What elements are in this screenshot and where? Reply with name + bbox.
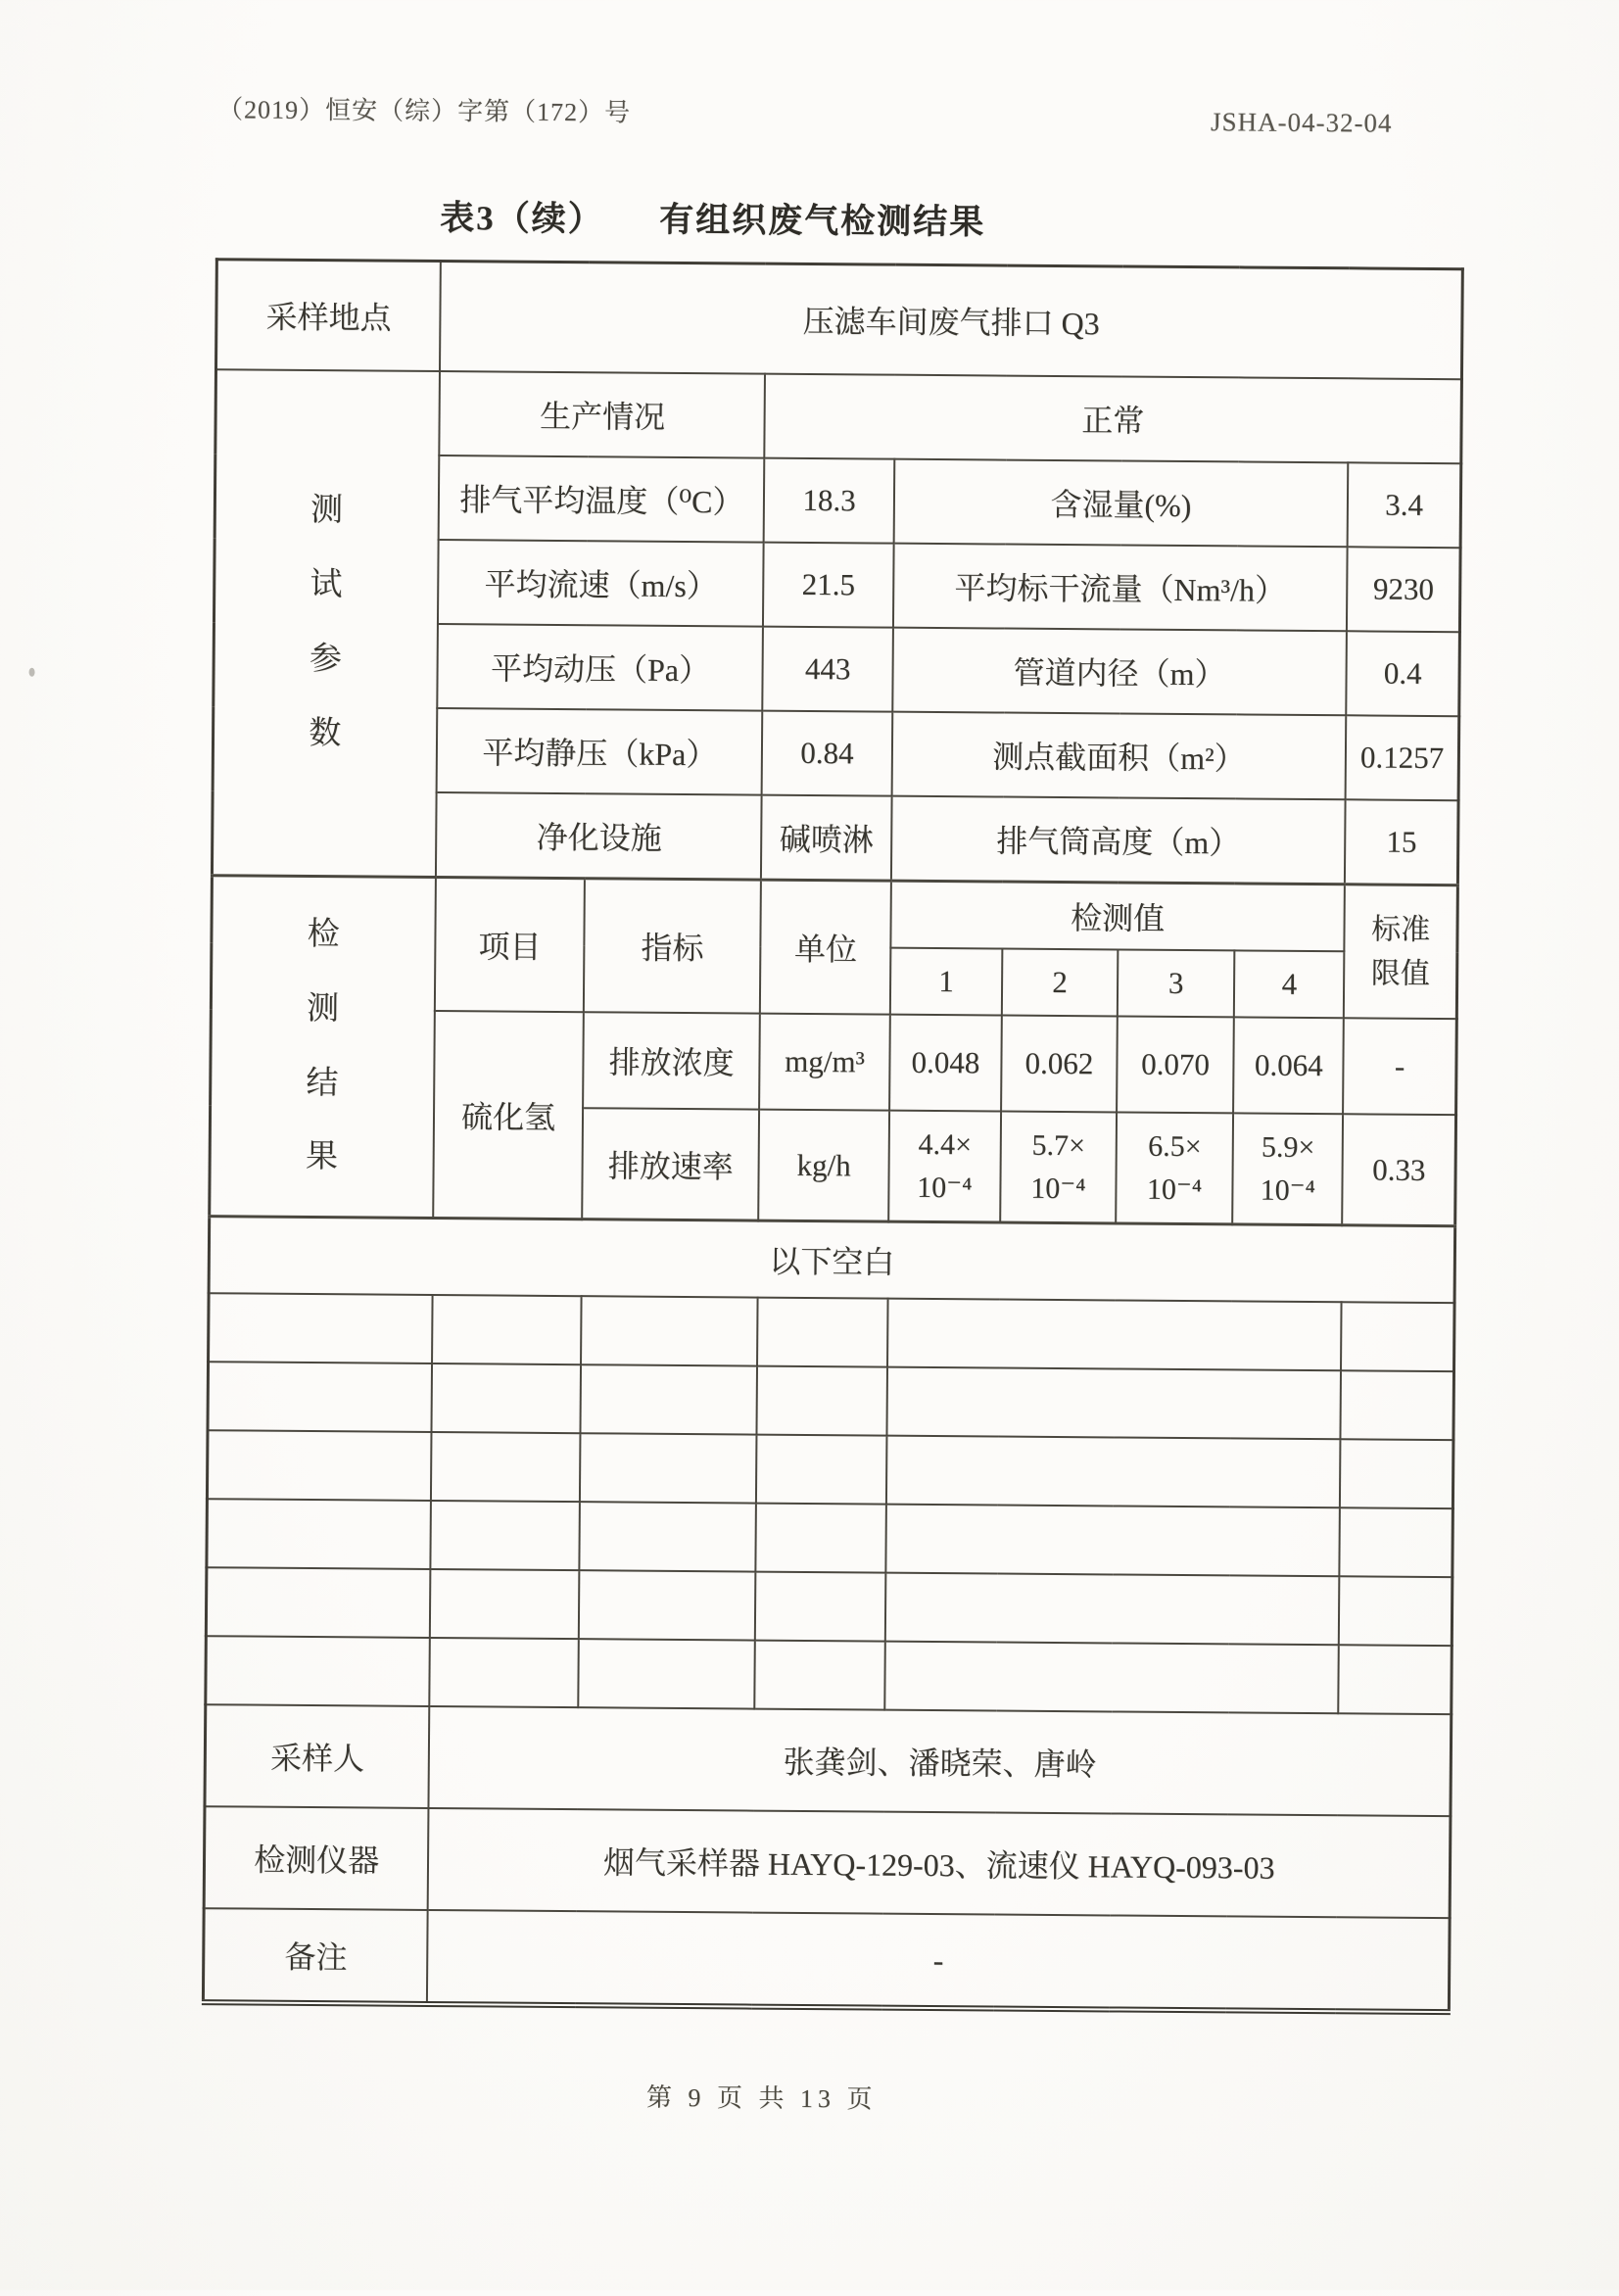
- param-value: 0.84: [762, 711, 892, 796]
- empty-row: [208, 1362, 1454, 1440]
- empty-cell: [1340, 1507, 1453, 1577]
- empty-cell: [885, 1573, 1340, 1646]
- production-label: 生产情况: [440, 371, 766, 458]
- header-num-4: 4: [1234, 950, 1344, 1018]
- result-value-1: 0.048: [889, 1015, 1002, 1112]
- param-label-2: 测点截面积（m²）: [891, 712, 1346, 800]
- param-label-2: 排气筒高度（m）: [891, 796, 1346, 885]
- empty-cell: [431, 1501, 580, 1570]
- empty-cell: [884, 1642, 1339, 1714]
- empty-cell: [887, 1299, 1342, 1371]
- param-label: 平均静压（kPa）: [437, 708, 763, 795]
- empty-row: [207, 1430, 1453, 1508]
- empty-cell: [432, 1295, 581, 1364]
- empty-cell: [207, 1430, 431, 1501]
- empty-cell: [206, 1636, 430, 1706]
- param-value: 443: [763, 627, 893, 712]
- sampler-value: 张龚剑、潘晓荣、唐岭: [429, 1706, 1452, 1816]
- header-num-2: 2: [1002, 949, 1118, 1017]
- sampler-label: 采样人: [205, 1704, 430, 1808]
- result-unit: mg/m³: [760, 1014, 890, 1111]
- result-value-1: 4.4× 10⁻⁴: [888, 1111, 1001, 1222]
- empty-cell: [580, 1433, 757, 1503]
- result-indicator: 排放速率: [582, 1108, 759, 1220]
- result-unit: kg/h: [759, 1110, 889, 1222]
- empty-cell: [581, 1296, 758, 1365]
- empty-row: [206, 1567, 1452, 1646]
- empty-cell: [578, 1639, 755, 1708]
- empty-cell: [1341, 1302, 1454, 1371]
- result-limit: -: [1343, 1018, 1456, 1115]
- test-params-section-label: 测 试 参 数: [212, 369, 440, 877]
- instrument-row: [204, 1806, 1451, 1918]
- document-number: （2019）恒安（综）字第（172）号: [216, 95, 632, 127]
- empty-cell: [755, 1641, 885, 1710]
- param-value-2: 15: [1345, 799, 1458, 885]
- instrument-value: 烟气采样器 HAYQ-129-03、流速仪 HAYQ-093-03: [428, 1808, 1451, 1918]
- empty-cell: [755, 1572, 885, 1642]
- empty-cell: [757, 1298, 887, 1367]
- result-value-2: 0.062: [1001, 1016, 1117, 1113]
- result-item: 硫化氢: [434, 1011, 584, 1220]
- sampling-site-value: 压滤车间废气排口 Q3: [440, 262, 1462, 380]
- blank-note-row: [209, 1217, 1455, 1303]
- sampling-site-label: 采样地点: [215, 260, 441, 371]
- param-label: 排气平均温度（⁰C）: [439, 455, 765, 543]
- instrument-label: 检测仪器: [204, 1806, 429, 1910]
- header-detected-values: 检测值: [890, 881, 1345, 951]
- result-value-4: 5.9× 10⁻⁴: [1233, 1113, 1344, 1224]
- header-unit: 单位: [760, 880, 890, 1015]
- param-value-2: 0.1257: [1346, 715, 1459, 800]
- remark-value: -: [427, 1910, 1450, 2012]
- empty-cell: [430, 1638, 579, 1707]
- empty-cell: [886, 1436, 1341, 1508]
- document-code: JSHA-04-32-04: [1210, 107, 1393, 138]
- empty-row: [207, 1499, 1453, 1577]
- result-value-2: 5.7× 10⁻⁴: [1000, 1112, 1117, 1223]
- sampling-site-row: [215, 260, 1462, 379]
- empty-cell: [579, 1570, 756, 1640]
- exhaust-gas-results-table: [202, 258, 1464, 2015]
- param-label: 净化设施: [436, 792, 762, 880]
- result-value-4: 0.064: [1233, 1017, 1344, 1114]
- results-section-label: 检 测 结 果: [210, 876, 437, 1219]
- results-header-row: [212, 876, 1457, 952]
- empty-cell: [756, 1435, 886, 1505]
- result-value-3: 0.070: [1117, 1016, 1234, 1113]
- empty-cell: [208, 1362, 432, 1432]
- param-value: 21.5: [763, 543, 893, 628]
- empty-cell: [1339, 1576, 1452, 1646]
- param-label: 平均动压（Pa）: [438, 624, 764, 711]
- empty-cell: [580, 1364, 757, 1434]
- param-label: 平均流速（m/s）: [438, 540, 764, 627]
- empty-cell: [885, 1505, 1340, 1577]
- result-indicator: 排放浓度: [583, 1012, 760, 1109]
- remark-label: 备注: [203, 1908, 428, 2004]
- empty-cell: [209, 1293, 433, 1363]
- param-value: 18.3: [764, 458, 894, 544]
- scan-artifact: [29, 668, 35, 677]
- result-limit: 0.33: [1342, 1114, 1455, 1225]
- param-value: 碱喷淋: [761, 795, 891, 882]
- header-item: 项目: [435, 878, 584, 1013]
- empty-cell: [1339, 1645, 1452, 1714]
- production-value: 正常: [765, 374, 1462, 464]
- result-value-3: 6.5× 10⁻⁴: [1116, 1112, 1233, 1223]
- empty-cell: [432, 1363, 581, 1433]
- empty-cell: [1341, 1370, 1454, 1440]
- empty-cell: [757, 1366, 887, 1436]
- empty-cell: [431, 1432, 580, 1502]
- empty-cell: [207, 1499, 431, 1569]
- empty-cell: [756, 1504, 886, 1573]
- empty-cell: [886, 1367, 1341, 1440]
- page-number: 第 9 页 共 13 页: [645, 2082, 878, 2114]
- blank-note: 以下空白: [209, 1217, 1455, 1303]
- remark-row: [203, 1908, 1450, 2012]
- param-value-2: 3.4: [1348, 462, 1461, 548]
- param-value-2: 0.4: [1347, 631, 1460, 716]
- header-num-3: 3: [1118, 949, 1235, 1017]
- param-value-2: 9230: [1347, 547, 1460, 632]
- param-label-2: 管道内径（m）: [892, 628, 1347, 716]
- empty-row: [209, 1293, 1455, 1371]
- table-title: 表3（续） 有组织废气检测结果: [440, 199, 986, 242]
- header-standard-limit: 标准 限值: [1344, 885, 1457, 1019]
- empty-cell: [579, 1502, 756, 1571]
- header-indicator: 指标: [584, 879, 762, 1014]
- sampler-row: [205, 1704, 1452, 1816]
- empty-cell: [430, 1569, 579, 1639]
- production-row: [215, 369, 1462, 463]
- param-label-2: 平均标干流量（Nm³/h）: [893, 544, 1348, 632]
- empty-cell: [1340, 1439, 1453, 1508]
- empty-row: [206, 1636, 1452, 1714]
- empty-cell: [206, 1567, 430, 1638]
- param-label-2: 含湿量(%): [893, 459, 1348, 548]
- header-num-1: 1: [890, 948, 1003, 1016]
